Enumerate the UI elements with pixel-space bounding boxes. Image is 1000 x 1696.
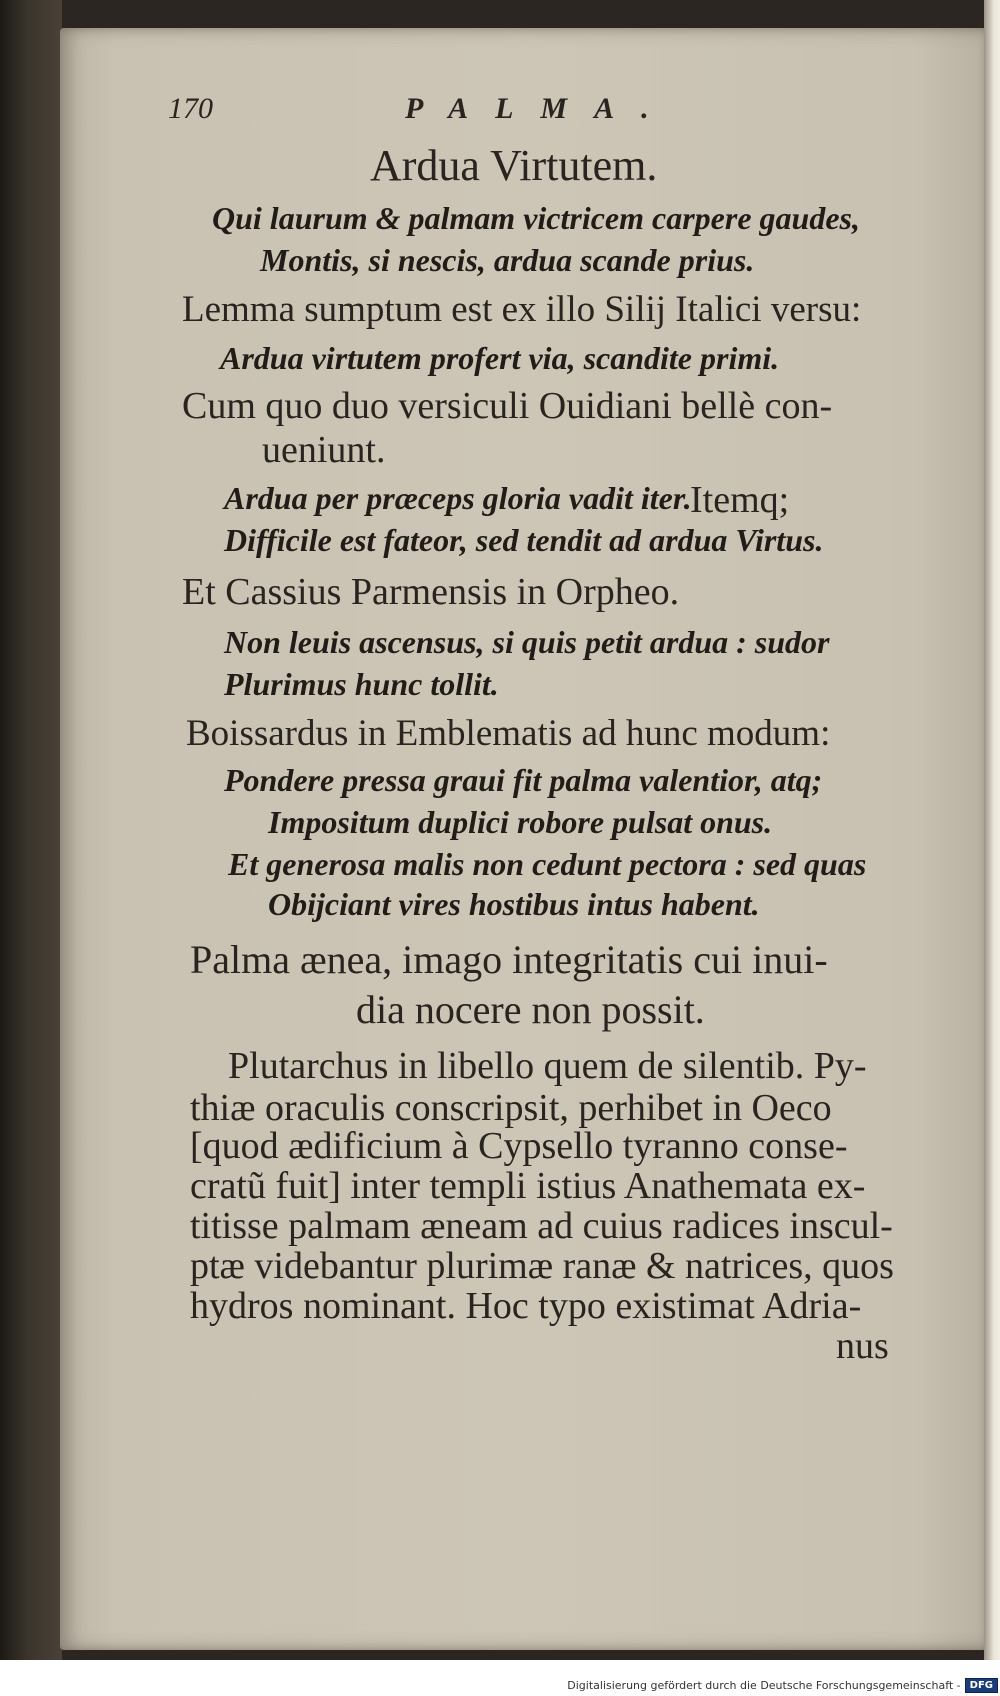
cassius-verse-2: Plurimus hunc tollit.: [224, 666, 499, 702]
body-line-2: thiæ oraculis conscripsit, perhibet in Oeco: [190, 1087, 832, 1129]
ovid-verse-1: Ardua per præceps gloria vadit iter.: [224, 480, 692, 516]
page-number: 170: [168, 92, 213, 125]
footer-text: Digitalisierung gefördert durch die Deutsche Forschungsgemeinschaft -: [567, 1678, 961, 1692]
lemma-intro: Lemma sumptum est ex illo Silij Italici versu:: [182, 289, 862, 330]
motto-line-2: Montis, si nescis, ardua scande prius.: [260, 242, 755, 278]
body-line-1: Plutarchus in libello quem de silentib. Py-: [228, 1045, 867, 1087]
boissard-verse-2: Impositum duplici robore pulsat onus.: [268, 804, 773, 840]
ovid-item: Itemq;: [690, 479, 790, 521]
ovid-verse-2: Difficile est fateor, sed tendit ad ardua Virtus.: [224, 522, 824, 558]
running-head: PALMA.: [405, 92, 676, 125]
section-heading-ardua: Ardua Virtutem.: [370, 141, 658, 190]
body-line-6: ptæ videbantur plurimæ ranæ & natrices, quos: [190, 1245, 894, 1287]
boissard-verse-4: Obijciant vires hostibus intus habent.: [268, 886, 760, 922]
body-line-5: titisse palmam æneam ad cuius radices inscul-: [190, 1205, 893, 1247]
digitization-footer: [567, 1674, 1000, 1696]
motto-line-1: Qui laurum & palmam victricem carpere gaudes,: [212, 200, 860, 236]
page-edge: [984, 0, 1000, 1660]
section-heading-palma-aenea-2: dia nocere non possit.: [356, 987, 705, 1032]
book-binding: [0, 0, 62, 1660]
ovid-intro-line-1: Cum quo duo versiculi Ouidiani bellè con-: [182, 385, 833, 427]
boissard-intro: Boissardus in Emblematis ad hunc modum:: [186, 713, 831, 754]
silius-verse: Ardua virtutem profert via, scandite primi.: [220, 340, 780, 376]
cassius-verse-1: Non leuis ascensus, si quis petit ardua : sudor: [224, 624, 830, 660]
body-line-4: cratũ fuit] inter templi istius Anathemata ex-: [190, 1165, 866, 1207]
catchword: nus: [836, 1325, 889, 1367]
dfg-logo: DFG: [965, 1678, 998, 1693]
body-line-7: hydros nominant. Hoc typo existimat Adria-: [190, 1285, 862, 1327]
body-line-3: [quod ædificium à Cypsello tyranno conse-: [190, 1125, 848, 1167]
section-heading-palma-aenea-1: Palma ænea, imago integritatis cui inui-: [190, 937, 828, 982]
boissard-verse-1: Pondere pressa graui fit palma valentior, atq;: [224, 762, 823, 798]
ovid-intro-line-2: ueniunt.: [262, 429, 386, 471]
cassius-intro: Et Cassius Parmensis in Orpheo.: [182, 571, 680, 613]
boissard-verse-3: Et generosa malis non cedunt pectora : sed quas: [228, 846, 867, 882]
